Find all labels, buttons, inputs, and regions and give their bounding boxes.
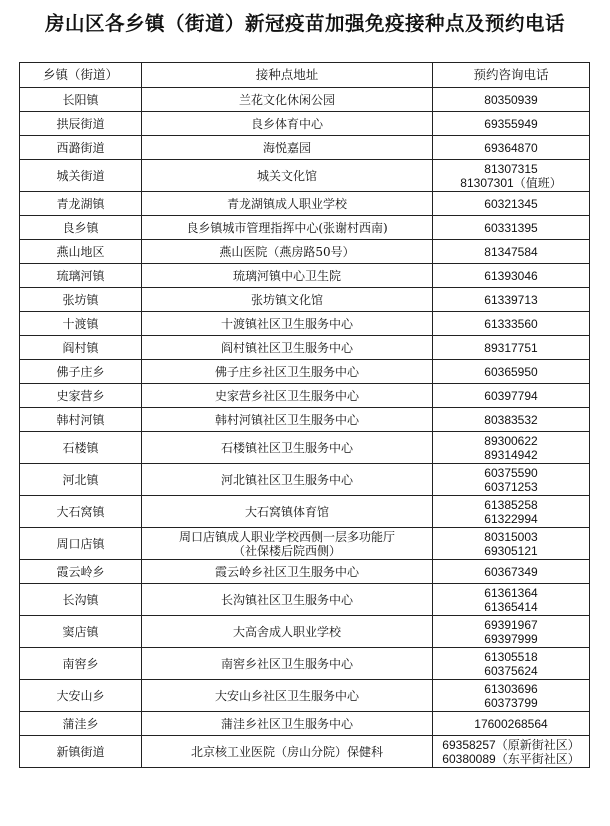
phone-number: 80315003 bbox=[484, 529, 538, 544]
address-line: 良乡镇城市管理指挥中心(张谢村西南) bbox=[186, 220, 388, 235]
table-row bbox=[20, 264, 590, 288]
phone-number: 60380089（东平街社区） bbox=[442, 751, 580, 766]
town-cell: 霞云岭乡 bbox=[20, 560, 142, 584]
town-cell: 韩村河镇 bbox=[20, 408, 142, 432]
table-row bbox=[20, 712, 590, 736]
phone-number: 61361364 bbox=[484, 585, 538, 600]
table-row bbox=[20, 240, 590, 264]
address-line: 佛子庄乡社区卫生服务中心 bbox=[214, 364, 359, 379]
phone-cell bbox=[433, 648, 590, 680]
phone-cell bbox=[433, 264, 590, 288]
address-cell bbox=[142, 496, 433, 528]
town-cell: 长阳镇 bbox=[20, 88, 142, 112]
phone-number: 60321345 bbox=[484, 196, 538, 211]
address-cell bbox=[142, 360, 433, 384]
phone-number: 61339713 bbox=[484, 292, 538, 307]
page-title: 房山区各乡镇（街道）新冠疫苗加强免疫接种点及预约电话 bbox=[44, 12, 565, 35]
header-town: 乡镇（街道） bbox=[20, 63, 142, 88]
address-cell bbox=[142, 288, 433, 312]
town-cell: 拱辰街道 bbox=[20, 112, 142, 136]
address-line: 良乡体育中心 bbox=[250, 116, 323, 131]
phone-cell bbox=[433, 712, 590, 736]
phone-cell bbox=[433, 112, 590, 136]
address-cell bbox=[142, 464, 433, 496]
address-line: 北京核工业医院（房山分院）保健科 bbox=[190, 744, 383, 759]
phone-number: 60331395 bbox=[484, 220, 538, 235]
address-line: 长沟镇社区卫生服务中心 bbox=[220, 592, 353, 607]
table-row bbox=[20, 496, 590, 528]
table-header-row bbox=[20, 63, 590, 88]
address-cell bbox=[142, 584, 433, 616]
address-cell bbox=[142, 88, 433, 112]
address-cell bbox=[142, 160, 433, 192]
address-cell bbox=[142, 136, 433, 160]
town-cell: 大石窝镇 bbox=[20, 496, 142, 528]
phone-cell bbox=[433, 88, 590, 112]
address-line: 青龙湖镇成人职业学校 bbox=[226, 196, 347, 211]
phone-number: 69358257（原新街社区） bbox=[442, 737, 580, 752]
address-cell bbox=[142, 648, 433, 680]
phone-number: 81307315 bbox=[484, 161, 538, 176]
town-cell: 南窖乡 bbox=[20, 648, 142, 680]
phone-number: 60375590 bbox=[484, 465, 538, 480]
address-line: （社保楼后院西侧） bbox=[232, 543, 341, 558]
table-row bbox=[20, 432, 590, 464]
town-cell: 良乡镇 bbox=[20, 216, 142, 240]
address-cell bbox=[142, 680, 433, 712]
header-phone: 预约咨询电话 bbox=[433, 63, 590, 88]
town-cell: 窦店镇 bbox=[20, 616, 142, 648]
address-cell bbox=[142, 384, 433, 408]
town-cell: 河北镇 bbox=[20, 464, 142, 496]
table-row bbox=[20, 192, 590, 216]
table-row bbox=[20, 384, 590, 408]
table-row bbox=[20, 216, 590, 240]
town-cell: 西潞街道 bbox=[20, 136, 142, 160]
address-line: 周口店镇成人职业学校西侧一层多功能厅 bbox=[178, 529, 395, 544]
phone-cell bbox=[433, 312, 590, 336]
phone-number: 81307301（值班） bbox=[460, 175, 562, 190]
phone-number: 61305518 bbox=[484, 649, 538, 664]
address-line: 十渡镇社区卫生服务中心 bbox=[220, 316, 353, 331]
town-cell: 周口店镇 bbox=[20, 528, 142, 560]
table-row bbox=[20, 88, 590, 112]
phone-number: 17600268564 bbox=[474, 716, 548, 731]
table-row bbox=[20, 288, 590, 312]
town-cell: 阎村镇 bbox=[20, 336, 142, 360]
town-cell: 张坊镇 bbox=[20, 288, 142, 312]
address-cell bbox=[142, 712, 433, 736]
address-line: 蒲洼乡社区卫生服务中心 bbox=[220, 716, 353, 731]
address-cell bbox=[142, 736, 433, 768]
town-cell: 石楼镇 bbox=[20, 432, 142, 464]
phone-number: 80350939 bbox=[484, 92, 538, 107]
table-row bbox=[20, 408, 590, 432]
address-line: 大安山乡社区卫生服务中心 bbox=[214, 688, 359, 703]
phone-number: 69391967 bbox=[484, 617, 538, 632]
table-row bbox=[20, 736, 590, 768]
phone-number: 89300622 bbox=[484, 433, 538, 448]
address-cell bbox=[142, 560, 433, 584]
address-line: 大石窝镇体育馆 bbox=[244, 504, 329, 519]
address-cell bbox=[142, 264, 433, 288]
table-row bbox=[20, 336, 590, 360]
table-row bbox=[20, 560, 590, 584]
address-cell bbox=[142, 528, 433, 560]
address-cell bbox=[142, 432, 433, 464]
address-cell bbox=[142, 240, 433, 264]
table-row bbox=[20, 160, 590, 192]
phone-number: 60397794 bbox=[484, 388, 538, 403]
phone-number: 69355949 bbox=[484, 116, 538, 131]
town-cell: 史家营乡 bbox=[20, 384, 142, 408]
phone-cell bbox=[433, 616, 590, 648]
phone-cell bbox=[433, 336, 590, 360]
phone-cell bbox=[433, 240, 590, 264]
address-cell bbox=[142, 112, 433, 136]
town-cell: 城关街道 bbox=[20, 160, 142, 192]
phone-number: 89314942 bbox=[484, 447, 538, 462]
phone-number: 61303696 bbox=[484, 681, 538, 696]
table-row bbox=[20, 680, 590, 712]
address-cell bbox=[142, 616, 433, 648]
table-row bbox=[20, 312, 590, 336]
phone-cell bbox=[433, 360, 590, 384]
phone-cell bbox=[433, 736, 590, 768]
table-row bbox=[20, 584, 590, 616]
phone-cell bbox=[433, 584, 590, 616]
address-cell bbox=[142, 408, 433, 432]
town-cell: 十渡镇 bbox=[20, 312, 142, 336]
table-body bbox=[20, 88, 590, 768]
address-cell bbox=[142, 312, 433, 336]
address-cell bbox=[142, 192, 433, 216]
address-line: 阎村镇社区卫生服务中心 bbox=[220, 340, 353, 355]
phone-number: 69364870 bbox=[484, 140, 538, 155]
phone-number: 61365414 bbox=[484, 599, 538, 614]
phone-cell bbox=[433, 160, 590, 192]
phone-cell bbox=[433, 136, 590, 160]
phone-number: 69397999 bbox=[484, 631, 538, 646]
phone-number: 61333560 bbox=[484, 316, 538, 331]
phone-cell bbox=[433, 408, 590, 432]
address-line: 史家营乡社区卫生服务中心 bbox=[214, 388, 359, 403]
town-cell: 新镇街道 bbox=[20, 736, 142, 768]
phone-cell bbox=[433, 288, 590, 312]
header-address: 接种点地址 bbox=[142, 63, 433, 88]
address-line: 河北镇社区卫生服务中心 bbox=[220, 472, 353, 487]
phone-number: 60375624 bbox=[484, 663, 538, 678]
phone-cell bbox=[433, 464, 590, 496]
phone-number: 61385258 bbox=[484, 497, 538, 512]
phone-cell bbox=[433, 432, 590, 464]
phone-cell bbox=[433, 192, 590, 216]
address-line: 张坊镇文化馆 bbox=[250, 292, 323, 307]
phone-number: 80383532 bbox=[484, 412, 538, 427]
table-row bbox=[20, 616, 590, 648]
address-line: 韩村河镇社区卫生服务中心 bbox=[214, 412, 359, 427]
phone-number: 60371253 bbox=[484, 479, 538, 494]
town-cell: 长沟镇 bbox=[20, 584, 142, 616]
table-row bbox=[20, 464, 590, 496]
phone-number: 60373799 bbox=[484, 695, 538, 710]
town-cell: 琉璃河镇 bbox=[20, 264, 142, 288]
table-row bbox=[20, 112, 590, 136]
phone-cell bbox=[433, 384, 590, 408]
address-line: 琉璃河镇中心卫生院 bbox=[232, 268, 341, 283]
address-line: 燕山医院（燕房路50号） bbox=[219, 244, 355, 259]
phone-number: 61393046 bbox=[484, 268, 538, 283]
town-cell: 蒲洼乡 bbox=[20, 712, 142, 736]
phone-cell bbox=[433, 680, 590, 712]
address-line: 石楼镇社区卫生服务中心 bbox=[220, 440, 353, 455]
table-row bbox=[20, 136, 590, 160]
phone-number: 69305121 bbox=[484, 543, 538, 558]
phone-cell bbox=[433, 496, 590, 528]
address-line: 霞云岭乡社区卫生服务中心 bbox=[214, 564, 359, 579]
phone-number: 60367349 bbox=[484, 564, 538, 579]
table-row bbox=[20, 648, 590, 680]
table-row bbox=[20, 528, 590, 560]
address-line: 海悦嘉园 bbox=[262, 140, 311, 155]
phone-cell bbox=[433, 528, 590, 560]
town-cell: 燕山地区 bbox=[20, 240, 142, 264]
phone-number: 81347584 bbox=[484, 244, 538, 259]
address-line: 南窖乡社区卫生服务中心 bbox=[220, 656, 353, 671]
phone-cell bbox=[433, 216, 590, 240]
town-cell: 佛子庄乡 bbox=[20, 360, 142, 384]
address-cell bbox=[142, 336, 433, 360]
address-line: 兰花文化休闲公园 bbox=[238, 92, 335, 107]
address-line: 城关文化馆 bbox=[256, 168, 317, 183]
town-cell: 大安山乡 bbox=[20, 680, 142, 712]
phone-cell bbox=[433, 560, 590, 584]
phone-number: 61322994 bbox=[484, 511, 538, 526]
table-row bbox=[20, 360, 590, 384]
phone-number: 60365950 bbox=[484, 364, 538, 379]
phone-number: 89317751 bbox=[484, 340, 538, 355]
town-cell: 青龙湖镇 bbox=[20, 192, 142, 216]
address-line: 大高舍成人职业学校 bbox=[232, 624, 341, 639]
address-cell bbox=[142, 216, 433, 240]
vaccination-sites-table bbox=[19, 62, 590, 768]
